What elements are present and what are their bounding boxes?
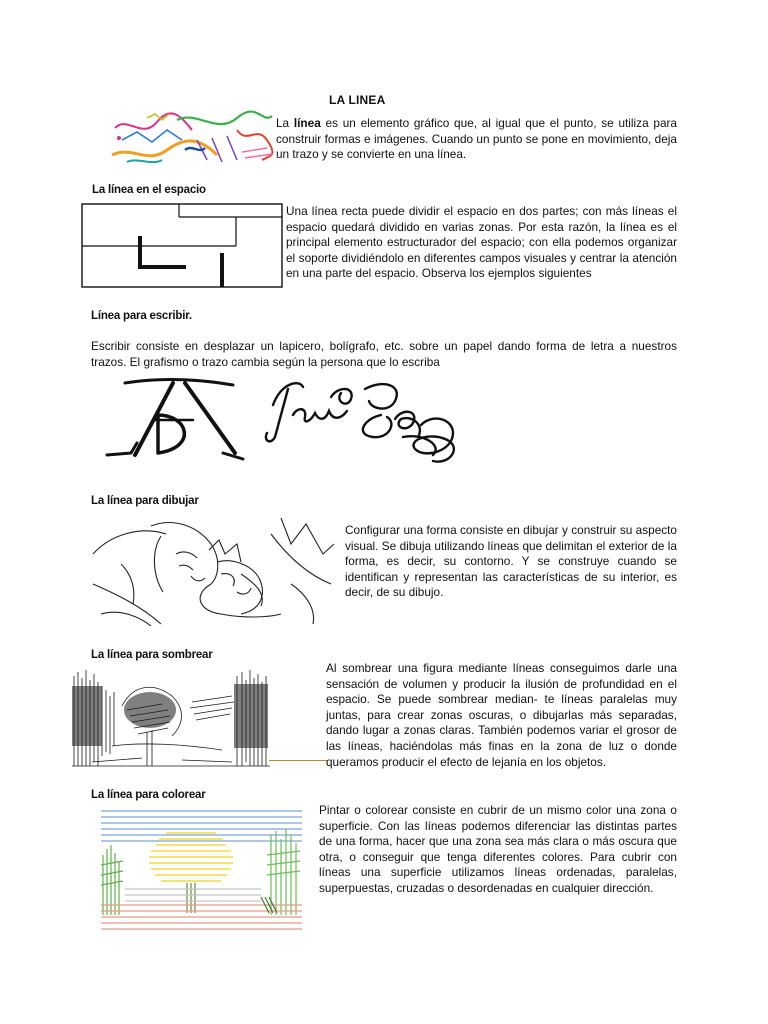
paragraph-espacio: Una línea recta puede dividir el espacio en dos partes; con más líneas el espacio quedará dividido en varias zonas. Por esta razón, la línea es el principal elemento estructurador del espacio; con ella podemos organizar el soporte dividiéndolo en diferentes campos visuales y centrar la atención en una parte del espacio. Observa los ejemplos siguientes (286, 204, 677, 281)
heading-dibujar: La línea para dibujar (91, 495, 199, 507)
divider-line (269, 760, 327, 761)
paragraph-colorear: Pintar o colorear consiste en cubrir de un mismo color una zona o superficie. Con las líneas podemos diferenciar las distintas partes de una forma, hacer que una zona sea más clara o más oscura que otra, o conseguir que tenga diferentes colores. Para cubrir con líneas una superficie utilizamos líneas ordenadas, paralelas, superpuestas, cruzadas o desordenadas en cualquier dirección. (319, 803, 677, 895)
drawing-illustration (91, 514, 334, 626)
shading-illustration (72, 666, 270, 770)
scribbles-illustration (107, 110, 277, 168)
intro-paragraph: La línea es un elemento gráfico que, al igual que el punto, se utiliza para construir formas e imágenes. Cuando un punto se pone en movimiento, deja un trazo y se convierte en una línea. (276, 116, 677, 162)
coloring-illustration (101, 805, 302, 930)
signatures-image (103, 375, 468, 467)
space-division-diagram (81, 203, 283, 288)
heading-escribir: Línea para escribir. (91, 310, 192, 322)
heading-espacio: La línea en el espacio (92, 184, 206, 196)
paragraph-sombrear: Al sombrear una figura mediante líneas conseguimos darle una sensación de volumen y producir la ilusión de profundidad en el espacio. Se puede sombrear median- te líneas paralelas muy juntas, para crear zonas oscuras, o dibujarlas más separadas, dando lugar a zonas claras. También podemos variar el grosor de las líneas, haciéndolas más finas en la zona de luz o donde queramos producir el efecto de lejanía en los objetos. (326, 661, 677, 769)
page-title: LA LINEA (329, 93, 386, 107)
paragraph-escribir: Escribir consiste en desplazar un lapicero, bolígrafo, etc. sobre un papel dando forma de letra a nuestros trazos. El grafismo o trazo cambia según la persona que lo escriba (91, 339, 677, 369)
intro-bold-word: línea (293, 116, 321, 130)
paragraph-dibujar: Configurar una forma consiste en dibujar y construir su aspecto visual. Se dibuja utilizando líneas que delimitan el exterior de la forma, es decir, su contorno. Y se construye cuando se identifican y representan las características de su interior, es decir, de su dibujo. (345, 523, 677, 600)
heading-colorear: La línea para colorear (91, 789, 206, 801)
heading-sombrear: La línea para sombrear (91, 649, 213, 661)
